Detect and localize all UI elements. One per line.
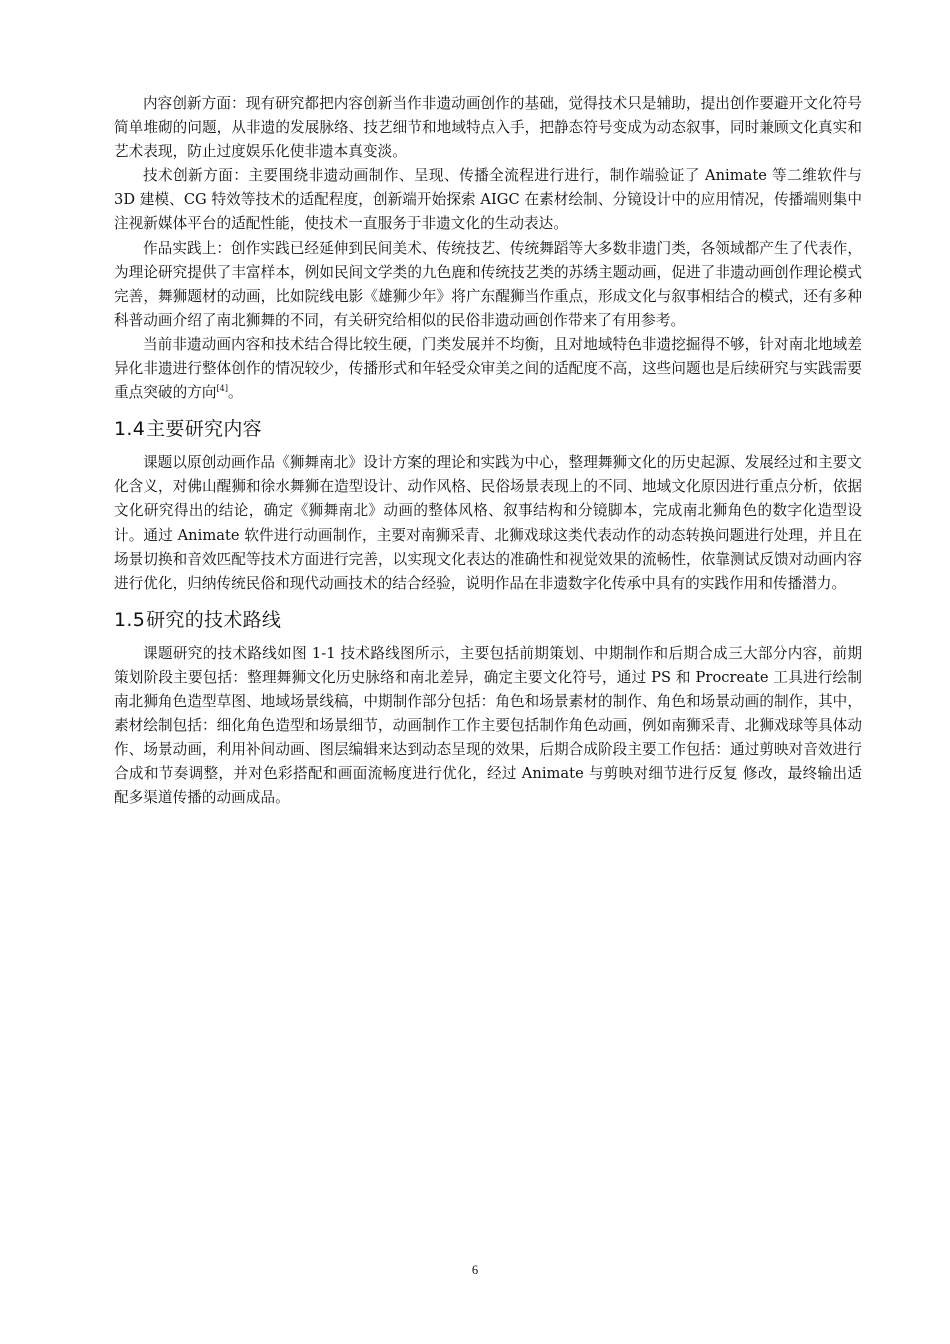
page-body xyxy=(114,92,862,810)
paragraph-content-innovation: 内容创新方面：现有研究都把内容创新当作非遗动画创作的基础，觉得技术只是辅助，提出创作要避开文化符号简单堆砌的问题，从非遗的发展脉络、技艺细节和地域特点入手，把静态符号变成为动态叙事，同时兼顾文化真实和艺术表现，防止过度娱乐化使非遗本真变淡。 xyxy=(114,95,862,161)
paragraph-current-problems-text: 当前非遗动画内容和技术结合得比较生硬，门类发展并不均衡，且对地域特色非遗挖掘得不够，针对南北地域差异化非遗进行整体创作的情况较少，传播形式和年轻受众审美之间的适配度不高，这些问题也是后续研究与实践需要重点突破的方向 xyxy=(114,335,862,402)
page-number: 6 xyxy=(471,1263,479,1277)
citation-reference: [4] xyxy=(216,384,228,394)
section-title: 主要研究内容 xyxy=(146,418,262,441)
section-heading-1-5 xyxy=(114,606,862,634)
paragraph-technical-innovation: 技术创新方面：主要围绕非遗动画制作、呈现、传播全流程进行进行，制作端验证了 Animate 等二维软件与 3D 建模、CG 特效等技术的适配程度，创新端开始探索 AIGC 在素材绘制、分镜设计中的应用情况，传播端则集中注视新媒体平台的适配性能，使技术一直服务于非遗文化的生动表达。 xyxy=(114,167,862,233)
paragraph-current-problems-tail: 。 xyxy=(228,384,243,402)
paragraph-main-research-content: 课题以原创动画作品《狮舞南北》设计方案的理论和实践为中心，整理舞狮文化的历史起源、发展经过和主要文化含义，对佛山醒狮和徐水舞狮在造型设计、动作风格、民俗场景表现上的不同、地域文化原因进行重点分析，依据文化研究得出的结论，确定《狮舞南北》动画的整体风格、叙事结构和分镜脚本，完成南北狮角色的数字化造型设计。通过 Animate 软件进行动画制作，主要对南狮采青、北狮戏球这类代表动作的动态转换问题进行处理，并且在场景切换和音效匹配等技术方面进行完善，以实现文化表达的准确性和视觉效果的流畅性，依靠测试反馈对动画内容进行优化，归纳传统民俗和现代动画技术的结合经验，说明作品在非遗数字化传承中具有的实践作用和传播潜力。 xyxy=(114,454,862,592)
paragraph-current-problems xyxy=(114,333,862,405)
section-number: 1.5 xyxy=(114,608,146,631)
section-title: 研究的技术路线 xyxy=(146,608,282,631)
paragraph-technical-route: 课题研究的技术路线如图 1-1 技术路线图所示，主要包括前期策划、中期制作和后期合成三大部分内容，前期策划阶段主要包括：整理舞狮文化历史脉络和南北差异，确定主要文化符号，通过 PS 和 Procreate 工具进行绘制南北狮角色造型草图、地域场景线稿，中期制作部分包括：角色和场景素材的制作、角色和场景动画的制作，其中，素材绘制包括：细化角色造型和场景细节，动画制作工作主要包括制作角色动画，例如南狮采青、北狮戏球等具体动作、场景动画，利用补间动画、图层编辑来达到动态呈现的效果，后期合成阶段主要工作包括：通过剪映对音效进行合成和节奏调整，并对色彩搭配和画面流畅度进行优化，经过 Animate 与剪映对细节进行反复 修改，最终输出适配多渠道传播的动画成品。 xyxy=(114,644,862,807)
section-heading-1-4 xyxy=(114,415,862,443)
section-number: 1.4 xyxy=(114,418,146,441)
paragraph-work-practice: 作品实践上：创作实践已经延伸到民间美术、传统技艺、传统舞蹈等大多数非遗门类，各领域都产生了代表作，为理论研究提供了丰富样本，例如民间文学类的九色鹿和传统技艺类的苏绣主题动画，促进了非遗动画创作理论模式完善，舞狮题材的动画，比如院线电影《雄狮少年》将广东醒狮当作重点，形成文化与叙事相结合的模式，还有多种科普动画介绍了南北狮舞的不同，有关研究给相似的民俗非遗动画创作带来了有用参考。 xyxy=(114,239,862,329)
